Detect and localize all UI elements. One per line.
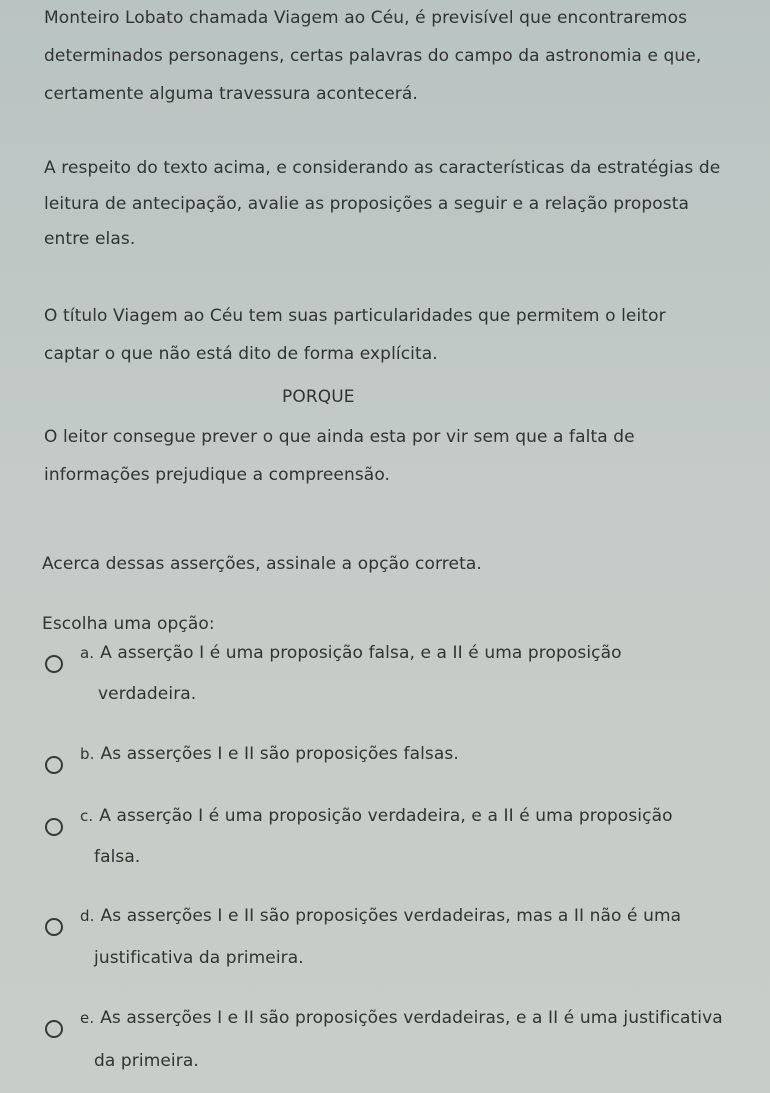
option-b-letter: b. bbox=[80, 745, 95, 763]
choose-option-label: Escolha uma opção: bbox=[42, 614, 215, 634]
option-c-text: A asserção I é uma proposição verdadeira, e a II é uma proposição bbox=[99, 806, 673, 826]
option-e-line-1 bbox=[80, 1008, 723, 1028]
option-d-radio[interactable] bbox=[45, 918, 63, 936]
option-d-text: As asserções I e II são proposições verdadeiras, mas a II não é uma bbox=[100, 906, 682, 926]
option-e-line-2: da primeira. bbox=[94, 1051, 199, 1071]
assertion-1-line-2: captar o que não está dito de forma explícita. bbox=[44, 344, 438, 364]
intro-line-3: certamente alguma travessura acontecerá. bbox=[44, 84, 418, 104]
instruction-line-1: A respeito do texto acima, e considerando as características da estratégias de bbox=[44, 158, 721, 178]
option-a-letter: a. bbox=[80, 644, 95, 662]
option-a-line-2: verdadeira. bbox=[98, 684, 197, 704]
connector-porque: PORQUE bbox=[282, 387, 355, 407]
assertion-2-line-2: informações prejudique a compreensão. bbox=[44, 465, 391, 485]
option-d-letter: d. bbox=[80, 907, 95, 925]
option-b-line-1 bbox=[80, 744, 459, 764]
option-c-radio[interactable] bbox=[45, 818, 63, 836]
instruction-line-2: leitura de antecipação, avalie as proposições a seguir e a relação proposta bbox=[44, 194, 690, 214]
option-a-radio[interactable] bbox=[45, 655, 63, 673]
assertion-1-line-1: O título Viagem ao Céu tem suas particularidades que permitem o leitor bbox=[44, 306, 666, 326]
option-e-letter: e. bbox=[80, 1009, 95, 1027]
option-b-text: As asserções I e II são proposições falsas. bbox=[100, 744, 459, 764]
question-text: Acerca dessas asserções, assinale a opção correta. bbox=[42, 554, 482, 574]
option-e-text: As asserções I e II são proposições verdadeiras, e a II é uma justificativa bbox=[100, 1008, 723, 1028]
option-b-radio[interactable] bbox=[45, 756, 63, 774]
option-c-letter: c. bbox=[80, 807, 94, 825]
option-c-line-1 bbox=[80, 806, 673, 826]
option-d-line-1 bbox=[80, 906, 681, 926]
instruction-line-3: entre elas. bbox=[44, 229, 136, 249]
option-a-line-1 bbox=[80, 643, 622, 663]
option-e-radio[interactable] bbox=[45, 1020, 63, 1038]
option-a-text: A asserção I é uma proposição falsa, e a II é uma proposição bbox=[100, 643, 622, 663]
intro-line-1: Monteiro Lobato chamada Viagem ao Céu, é previsível que encontraremos bbox=[44, 8, 688, 28]
assertion-2-line-1: O leitor consegue prever o que ainda esta por vir sem que a falta de bbox=[44, 427, 635, 447]
intro-line-2: determinados personagens, certas palavras do campo da astronomia e que, bbox=[44, 46, 702, 66]
option-d-line-2: justificativa da primeira. bbox=[94, 948, 304, 968]
option-c-line-2: falsa. bbox=[94, 847, 141, 867]
